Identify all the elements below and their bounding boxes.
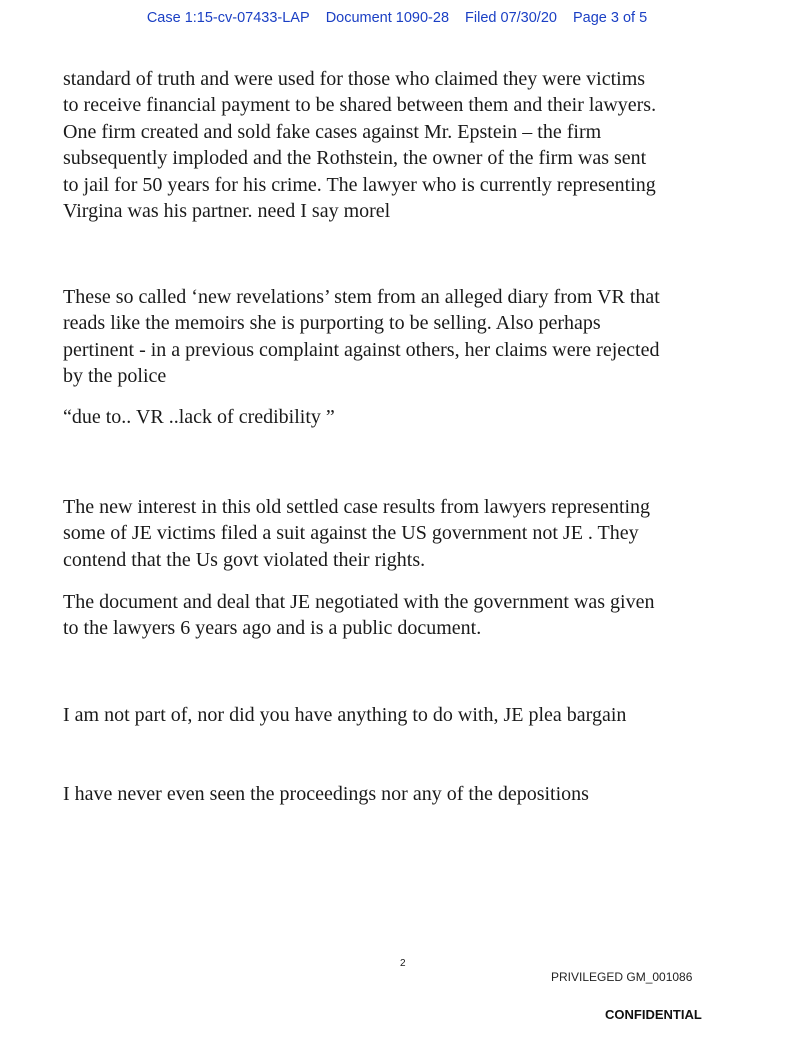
paragraph-3	[63, 494, 753, 573]
text-line: pertinent - in a previous complaint against others, her claims were rejected	[63, 338, 660, 361]
text-line: These so called ‘new revelations’ stem from an alleged diary from VR that	[63, 286, 660, 308]
filed-date: Filed 07/30/20	[465, 10, 557, 26]
text-line: some of JE victims filed a suit against the US government not JE . They	[63, 522, 639, 545]
text-line: subsequently imploded and the Rothstein, the owner of the firm was sent	[63, 147, 647, 170]
text-line: contend that the Us govt violated their rights.	[63, 548, 426, 571]
case-number: Case 1:15-cv-07433-LAP	[146, 10, 310, 26]
text-line: I am not part of, nor did you have anything to do with, JE plea bargain	[63, 704, 627, 726]
paragraph-1	[63, 66, 753, 224]
text-line: Virgina was his partner. need I say morel	[63, 200, 391, 223]
text-line: standard of truth and were used for those who claimed they were victims	[63, 68, 646, 90]
paragraph-5	[63, 702, 753, 728]
document-number: Document 1090-28	[325, 10, 450, 26]
page-number: 2	[400, 958, 406, 969]
text-line: The document and deal that JE negotiated with the government was given	[63, 591, 655, 613]
paragraph-4	[63, 589, 753, 642]
text-line: The new interest in this old settled case results from lawyers representing	[63, 496, 651, 518]
confidential-stamp: CONFIDENTIAL	[605, 1007, 702, 1022]
paragraph-2	[63, 284, 753, 390]
bates-number: PRIVILEGED GM_001086	[551, 970, 693, 984]
text-line: to the lawyers 6 years ago and is a public document.	[63, 617, 482, 640]
text-line: by the police	[63, 365, 167, 388]
text-line: “due to.. VR ..lack of credibility ”	[63, 406, 335, 428]
text-line: to jail for 50 years for his crime. The lawyer who is currently representing	[63, 173, 656, 196]
paragraph-quote	[63, 404, 753, 430]
text-line: I have never even seen the proceedings nor any of the depositions	[63, 783, 589, 805]
case-header	[0, 10, 794, 26]
text-line: reads like the memoirs she is purporting to be selling. Also perhaps	[63, 312, 601, 335]
text-line: to receive financial payment to be shared between them and their lawyers.	[63, 94, 657, 117]
page-indicator: Page 3 of 5	[572, 10, 648, 26]
paragraph-6	[63, 781, 753, 807]
text-line: One firm created and sold fake cases against Mr. Epstein – the firm	[63, 120, 602, 143]
